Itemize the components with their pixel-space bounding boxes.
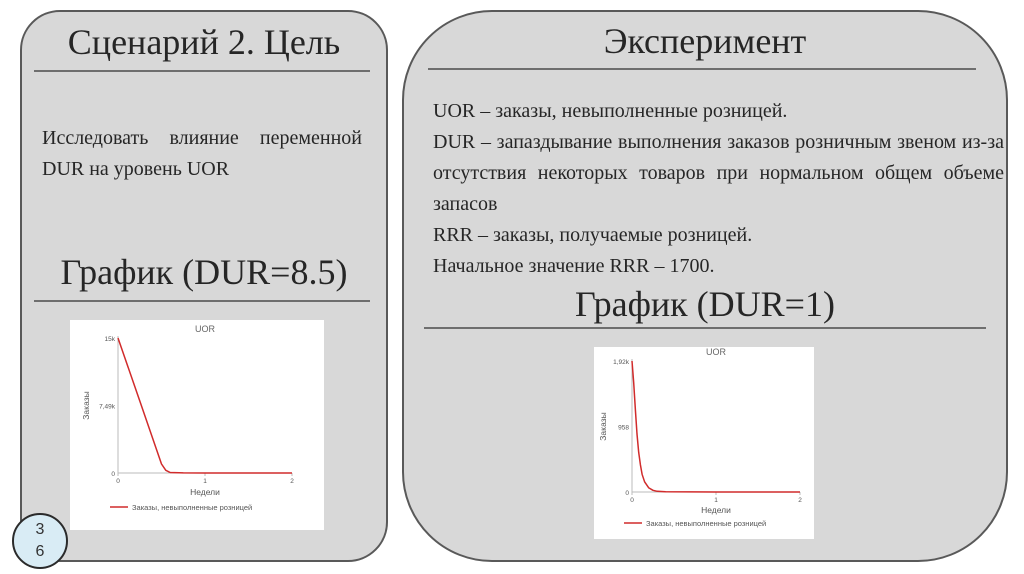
y-tick-label: 0 <box>111 471 115 478</box>
slide-number-badge <box>12 513 68 569</box>
right-title-divider <box>428 68 976 70</box>
y-tick-label: 15k <box>104 336 115 343</box>
y-axis-label: Заказы <box>81 391 91 420</box>
chart-dur-1 <box>594 347 814 539</box>
chart-title: UOR <box>706 347 726 357</box>
right-graph-divider <box>424 327 986 329</box>
scenario-title: Сценарий 2. Цель <box>67 22 341 62</box>
chart-title: UOR <box>195 324 215 334</box>
y-tick-label: 958 <box>618 424 629 432</box>
rrr-definition: RRR – заказы, получаемые розницей. <box>433 224 753 246</box>
experiment-title: Эксперимент <box>603 21 807 61</box>
slide-number-digit-2: 6 <box>35 543 45 560</box>
y-tick-label: 1,92k <box>613 359 629 366</box>
slide-number-digit-1: 3 <box>35 521 45 538</box>
series-line <box>118 338 292 473</box>
chart-dur-8-5-svg <box>70 320 324 530</box>
series-line <box>632 361 800 492</box>
x-tick-label: 0 <box>630 497 634 504</box>
y-tick-label: 0 <box>625 490 629 497</box>
chart-dur-8-5 <box>70 320 324 530</box>
x-tick-label: 2 <box>290 478 294 485</box>
left-graph-divider <box>34 300 370 302</box>
y-tick-label: 7,49k <box>99 403 115 411</box>
x-axis-label: Недели <box>190 487 220 497</box>
y-axis-label: Заказы <box>598 412 608 441</box>
left-graph-heading: График (DUR=8.5) <box>60 252 348 292</box>
dur-definition: DUR – запаздывание выполнения заказов розничным звеном из-за отсутствия некоторых товаров при нормальном общем объеме запасов <box>433 131 1004 215</box>
left-title-divider <box>34 70 370 72</box>
x-tick-label: 1 <box>203 478 207 485</box>
chart-dur-1-svg <box>594 347 814 539</box>
x-tick-label: 1 <box>714 497 718 504</box>
experiment-description <box>433 96 1004 282</box>
goal-text: Исследовать влияние переменной DUR на уровень UOR <box>42 127 362 180</box>
x-tick-label: 2 <box>798 497 802 504</box>
right-graph-heading: График (DUR=1) <box>575 284 835 324</box>
x-axis-label: Недели <box>701 505 731 515</box>
legend-label: Заказы, невыполненные розницей <box>132 503 253 512</box>
rrr-initial-value: Начальное значение RRR – 1700. <box>433 255 715 277</box>
uor-definition: UOR – заказы, невыполненные розницей. <box>433 100 788 122</box>
x-tick-label: 0 <box>116 478 120 485</box>
legend-label: Заказы, невыполненные розницей <box>646 519 767 528</box>
